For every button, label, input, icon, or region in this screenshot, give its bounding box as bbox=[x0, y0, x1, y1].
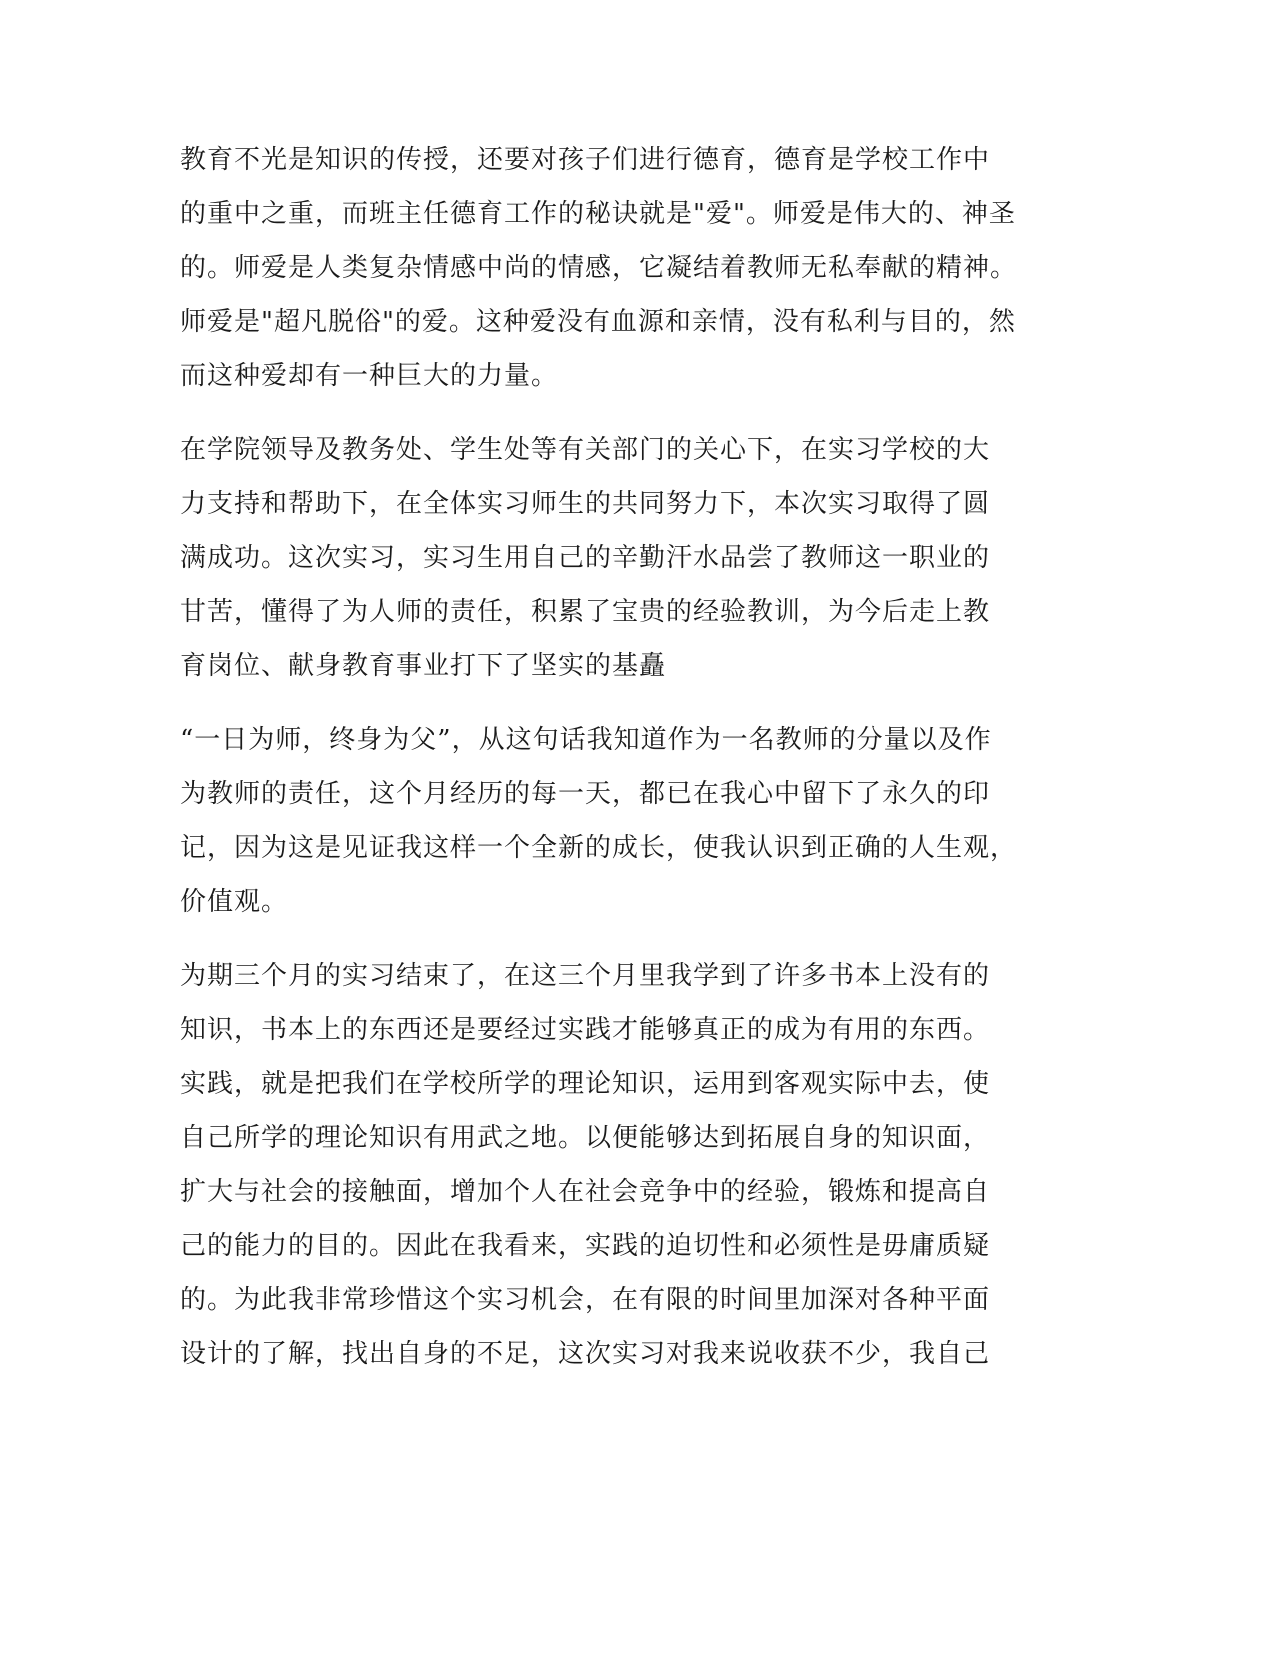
text-line: 而这种爱却有一种巨大的力量。 bbox=[180, 361, 559, 391]
text-line: 甘苦，懂得了为人师的责任，积累了宝贵的经验教训，为今后走上教 bbox=[180, 597, 991, 627]
paragraph-internship-success bbox=[180, 423, 1060, 693]
text-line: 的。师爱是人类复杂情感中尚的情感，它凝结着教师无私奉献的精神。 bbox=[180, 253, 1018, 283]
text-line: 的。为此我非常珍惜这个实习机会，在有限的时间里加深对各种平面 bbox=[180, 1285, 991, 1315]
text-line: 力支持和帮助下，在全体实习师生的共同努力下，本次实习取得了圆 bbox=[180, 489, 991, 519]
text-line: 教育不光是知识的传授，还要对孩子们进行德育，德育是学校工作中 bbox=[180, 145, 991, 175]
paragraph-teacher-responsibility bbox=[180, 713, 1060, 929]
paragraph-teacher-love bbox=[180, 133, 1060, 403]
text-line: 实践，就是把我们在学校所学的理论知识，运用到客观实际中去，使 bbox=[180, 1069, 991, 1099]
text-line: 的重中之重，而班主任德育工作的秘诀就是"爱"。师爱是伟大的、神圣 bbox=[180, 199, 1016, 229]
text-line: 扩大与社会的接触面，增加个人在社会竞争中的经验，锻炼和提高自 bbox=[180, 1177, 991, 1207]
text-line: “一日为师，终身为父”，从这句话我知道作为一名教师的分量以及作 bbox=[180, 725, 992, 755]
text-line: 设计的了解，找出自身的不足，这次实习对我来说收获不少，我自己 bbox=[180, 1339, 991, 1369]
text-line: 师爱是"超凡脱俗"的爱。这种爱没有血源和亲情，没有私利与目的，然 bbox=[180, 307, 1016, 337]
text-line: 知识，书本上的东西还是要经过实践才能够真正的成为有用的东西。 bbox=[180, 1015, 991, 1045]
text-line: 记，因为这是见证我这样一个全新的成长，使我认识到正确的人生观， bbox=[180, 833, 1018, 863]
text-line: 育岗位、献身教育事业打下了坚实的基矗 bbox=[180, 651, 667, 681]
text-line: 满成功。这次实习，实习生用自己的辛勤汗水品尝了教师这一职业的 bbox=[180, 543, 991, 573]
text-line: 在学院领导及教务处、学生处等有关部门的关心下，在实习学校的大 bbox=[180, 435, 991, 465]
text-line: 价值观。 bbox=[180, 887, 289, 917]
text-line: 为教师的责任，这个月经历的每一天，都已在我心中留下了永久的印 bbox=[180, 779, 991, 809]
paragraph-practice-reflection bbox=[180, 949, 1060, 1381]
text-line: 己的能力的目的。因此在我看来，实践的迫切性和必须性是毋庸质疑 bbox=[180, 1231, 991, 1261]
text-line: 自己所学的理论知识有用武之地。以便能够达到拓展自身的知识面， bbox=[180, 1123, 991, 1153]
text-line: 为期三个月的实习结束了，在这三个月里我学到了许多书本上没有的 bbox=[180, 961, 991, 991]
